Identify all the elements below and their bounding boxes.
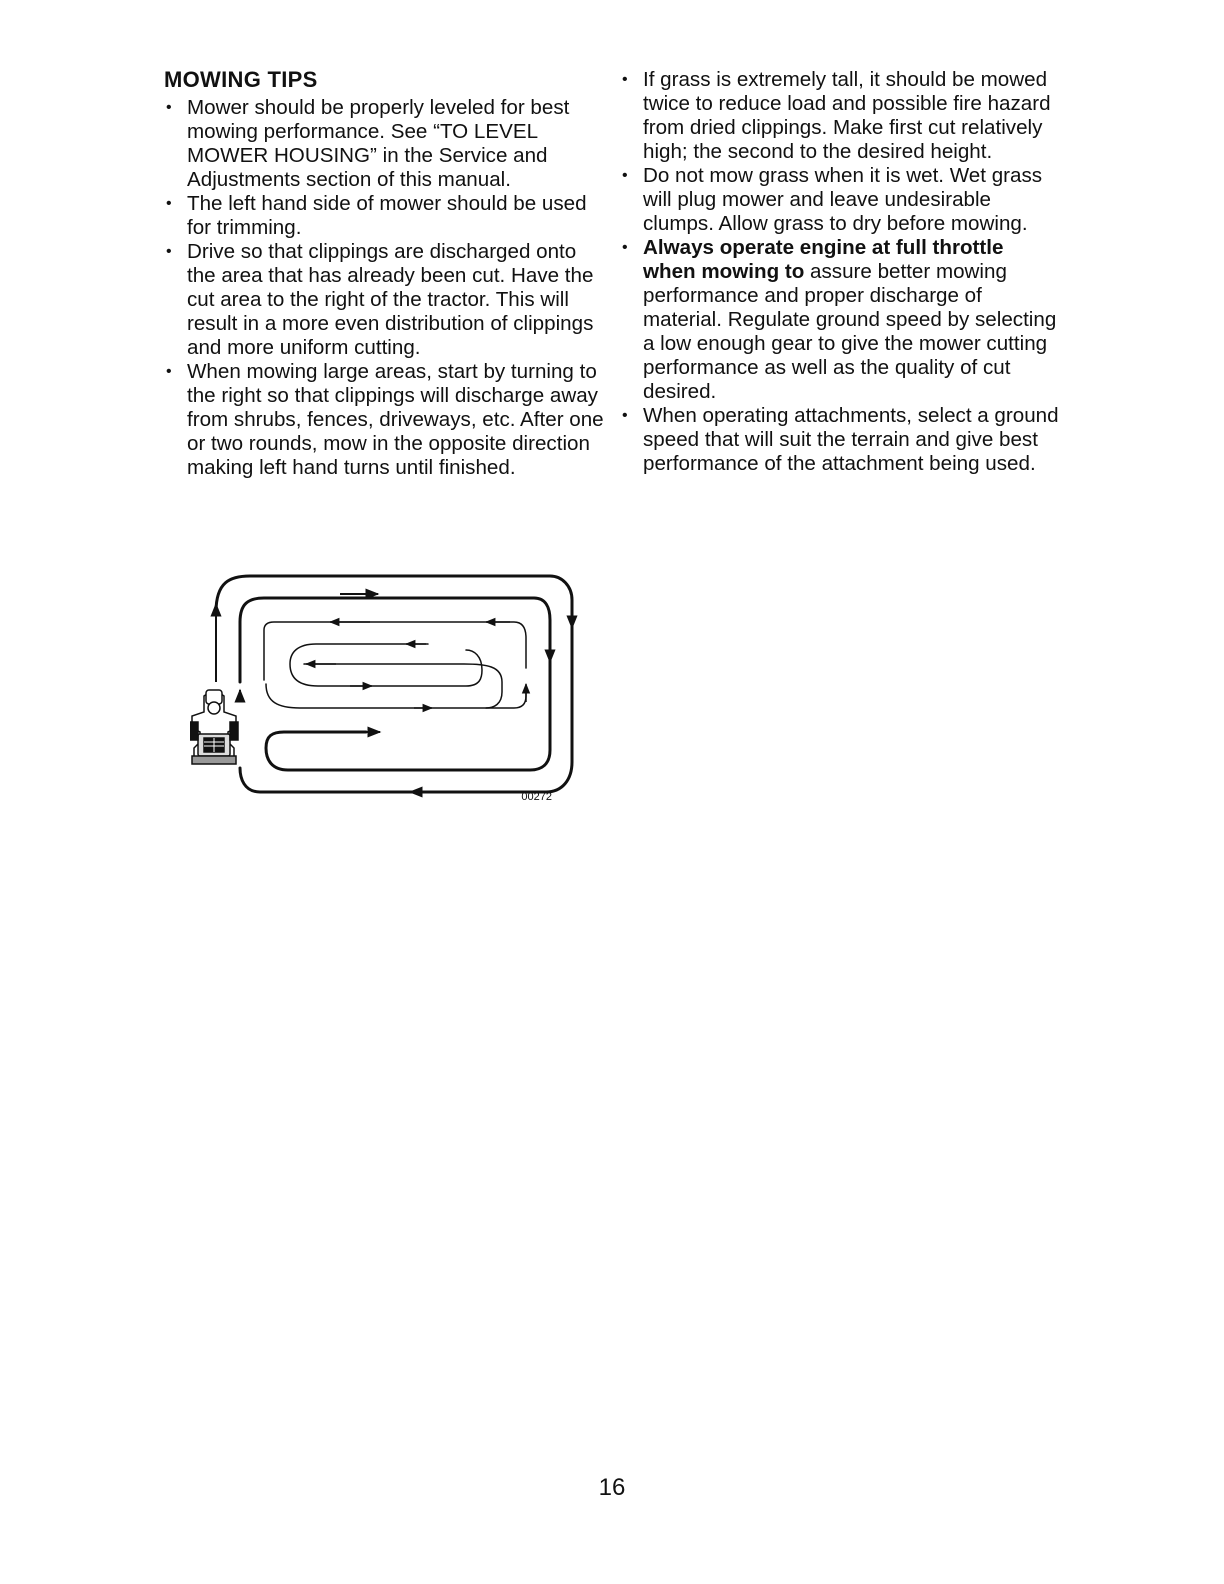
bullet-icon: •: [622, 239, 628, 256]
section-heading: MOWING TIPS: [164, 67, 318, 92]
bullet-icon: •: [622, 167, 628, 184]
bullet-icon: •: [166, 195, 172, 212]
diagram-code: 00272: [521, 791, 552, 803]
tip-bold-lead: Always operate engine at full throttle when mowing to: [643, 236, 1004, 283]
bullet-icon: •: [166, 99, 172, 116]
tip-item: [164, 192, 604, 240]
tip-item: [620, 68, 1060, 164]
tip-text: Drive so that clippings are discharged onto the area that has already been cut. Have the cut area to the right of the tractor. This will result in a more even distribution of clippings and more uniform cutting.: [187, 240, 594, 359]
tractor-icon: [190, 690, 238, 764]
tip-text: Do not mow grass when it is wet. Wet grass will plug mower and leave undesirable clumps. Allow grass to dry before mowing.: [643, 164, 1043, 235]
mowing-path-innermost: [290, 644, 482, 686]
left-column: [164, 66, 604, 480]
tip-item: [620, 164, 1060, 236]
mowing-path-third: [264, 622, 526, 680]
mowing-tips-list-right: [620, 68, 1060, 476]
mowing-path-second: [240, 598, 550, 770]
tip-text: Mower should be properly leveled for best mowing performance. See “TO LEVEL MOWER HOUSING” in the Service and Adjustments section of this manual.: [187, 96, 570, 191]
right-column: [620, 68, 1060, 476]
tip-item: [164, 360, 604, 480]
bullet-icon: •: [622, 71, 628, 88]
tip-text: When operating attachments, select a ground speed that will suit the terrain and give best performance of the attachment being used.: [643, 404, 1059, 475]
tip-text: The left hand side of mower should be used for trimming.: [187, 192, 587, 239]
mowing-tips-list-left: [164, 96, 604, 480]
tip-item: [620, 236, 1060, 404]
page-number: 16: [598, 1474, 626, 1501]
tip-item: [164, 240, 604, 360]
tip-text: assure better mowing performance and proper discharge of material. Regulate ground speed by selecting a low enough gear to give the mower cutting performance as well as the quality of cut desired.: [643, 260, 1057, 403]
tip-item: [164, 96, 604, 192]
tip-text: When mowing large areas, start by turning to the right so that clippings will discharge away from shrubs, fences, driveways, etc. After one or two rounds, mow in the opposite direction making left hand turns until finished.: [187, 360, 604, 479]
mowing-pattern-diagram: [190, 572, 590, 804]
tip-item: [620, 404, 1060, 476]
bullet-icon: •: [622, 407, 628, 424]
tip-text: If grass is extremely tall, it should be mowed twice to reduce load and possible fire hazard from dried clippings. Make first cut relatively high; the second to the desired height.: [643, 68, 1051, 163]
mowing-path-third-return: [266, 684, 526, 708]
bullet-icon: •: [166, 243, 172, 260]
bullet-icon: •: [166, 363, 172, 380]
